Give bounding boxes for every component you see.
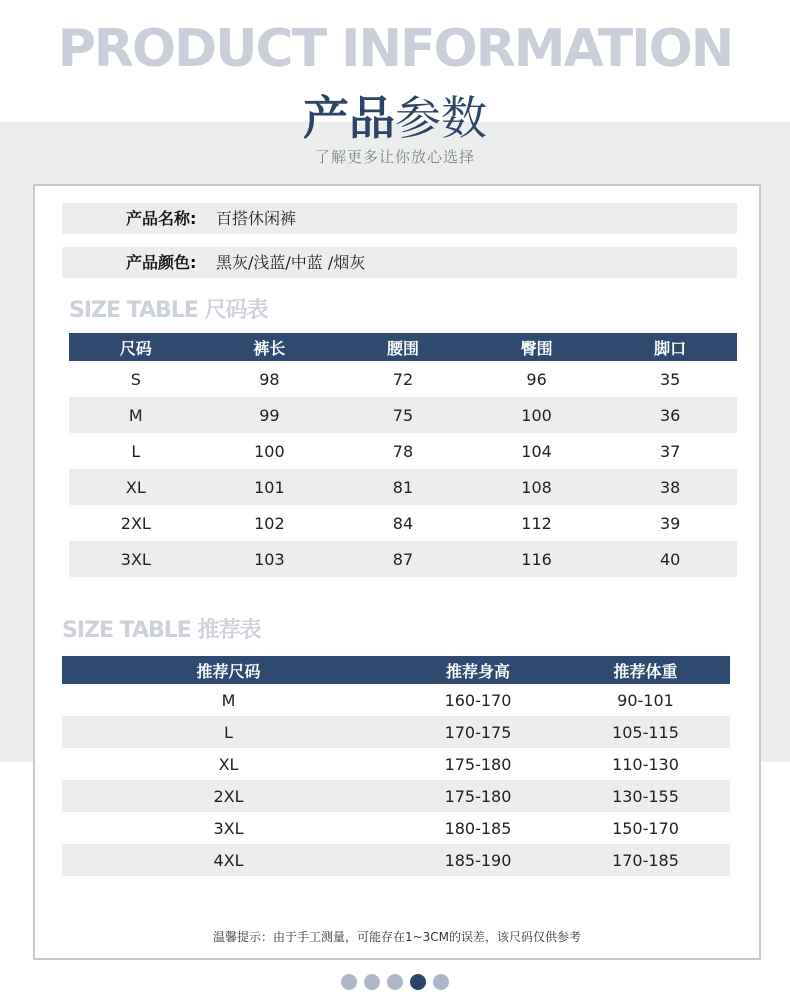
column-header: 臀围: [470, 333, 604, 361]
table-cell: 78: [392, 441, 414, 461]
product-name-value: 百搭休闲裤: [216, 209, 297, 228]
table-cell: 38: [603, 469, 737, 505]
table-row: [62, 684, 730, 716]
table-cell: 96: [526, 369, 547, 389]
column-header: 推荐尺码: [62, 656, 395, 684]
table-cell: 40: [603, 541, 737, 577]
table-cell: 37: [660, 441, 681, 461]
table-row: [69, 505, 737, 541]
table-cell: 99: [203, 397, 337, 433]
table-cell: 3XL: [213, 818, 244, 838]
table-cell: 160-170: [444, 690, 512, 710]
product-color-row: [62, 247, 737, 278]
table-cell: 4XL: [62, 844, 395, 876]
title-cn-light: 参数: [395, 91, 487, 145]
info-card: [33, 184, 761, 960]
table-cell: M: [69, 397, 203, 433]
product-name-row: [62, 203, 737, 234]
table-cell: 81: [336, 469, 470, 505]
table-cell: 110-130: [612, 754, 679, 774]
table-row: [69, 361, 737, 397]
table-cell: 75: [336, 397, 470, 433]
table-cell: 98: [259, 369, 280, 389]
table-cell: 150-170: [612, 818, 679, 838]
table-cell: XL: [69, 469, 203, 505]
table-cell: 103: [203, 541, 337, 577]
table-cell: 108: [470, 469, 604, 505]
table-cell: L: [62, 716, 395, 748]
page-title-cn: [0, 88, 790, 148]
table-cell: XL: [218, 754, 239, 774]
table-cell: 105-115: [561, 716, 730, 748]
product-color-label: 产品颜色:: [126, 253, 197, 272]
table-cell: 112: [521, 513, 552, 533]
pagination-dots: [0, 974, 790, 990]
table-cell: 2XL: [120, 513, 151, 533]
table-row: [69, 469, 737, 505]
table-cell: 175-180: [444, 754, 512, 774]
table-cell: 170-175: [395, 716, 561, 748]
product-name-label: 产品名称:: [126, 209, 197, 228]
pagination-dot[interactable]: [364, 974, 380, 990]
table-row: [69, 397, 737, 433]
table-cell: 116: [470, 541, 604, 577]
table-cell: 35: [660, 369, 681, 389]
column-header: 尺码: [69, 333, 203, 361]
table-cell: 90-101: [617, 690, 674, 710]
page-title-en: PRODUCT INFORMATION: [57, 19, 733, 79]
table-row: [69, 541, 737, 577]
table-cell: M: [221, 690, 236, 710]
pagination-dot[interactable]: [410, 974, 426, 990]
table-cell: 39: [660, 513, 681, 533]
page-subtitle: 了解更多让你放心选择: [314, 148, 475, 166]
column-header: 推荐身高: [395, 656, 561, 684]
table-cell: 2XL: [62, 780, 395, 812]
measurement-note: 温馨提示：由于手工测量，可能存在1~3CM的误差，该尺码仅供参考: [212, 930, 582, 944]
table-cell: 3XL: [69, 541, 203, 577]
size-table-label: SIZE TABLE 尺码表: [69, 298, 268, 323]
table-cell: 104: [521, 441, 552, 461]
table-cell: 130-155: [561, 780, 730, 812]
title-cn-bold: 产品: [303, 91, 395, 145]
table-row: [62, 812, 730, 844]
column-header: 脚口: [603, 333, 737, 361]
table-cell: 84: [392, 513, 414, 533]
column-header: 裤长: [203, 333, 337, 361]
size-table-header: [69, 333, 737, 361]
column-header: 推荐体重: [561, 656, 730, 684]
table-row: [69, 433, 737, 469]
table-cell: 185-190: [395, 844, 561, 876]
table-cell: 175-180: [395, 780, 561, 812]
table-row: [62, 716, 730, 748]
recommend-table: [62, 656, 730, 876]
table-cell: 36: [603, 397, 737, 433]
table-cell: 170-185: [561, 844, 730, 876]
table-row: [62, 748, 730, 780]
product-color-value: 黑灰/浅蓝/中蓝 /烟灰: [216, 253, 366, 272]
pagination-dot[interactable]: [433, 974, 449, 990]
table-cell: 72: [392, 369, 414, 389]
recommend-table-header: [62, 656, 730, 684]
table-cell: 100: [254, 441, 285, 461]
table-row: [62, 780, 730, 812]
table-row: [62, 844, 730, 876]
size-table: [69, 333, 737, 577]
table-cell: 102: [254, 513, 285, 533]
pagination-dot[interactable]: [341, 974, 357, 990]
table-cell: 101: [203, 469, 337, 505]
table-cell: 180-185: [444, 818, 512, 838]
table-cell: S: [130, 369, 141, 389]
table-cell: 87: [336, 541, 470, 577]
column-header: 腰围: [336, 333, 470, 361]
pagination-dot[interactable]: [387, 974, 403, 990]
table-cell: 100: [470, 397, 604, 433]
table-cell: L: [131, 441, 141, 461]
recommend-table-label: SIZE TABLE 推荐表: [62, 618, 261, 643]
